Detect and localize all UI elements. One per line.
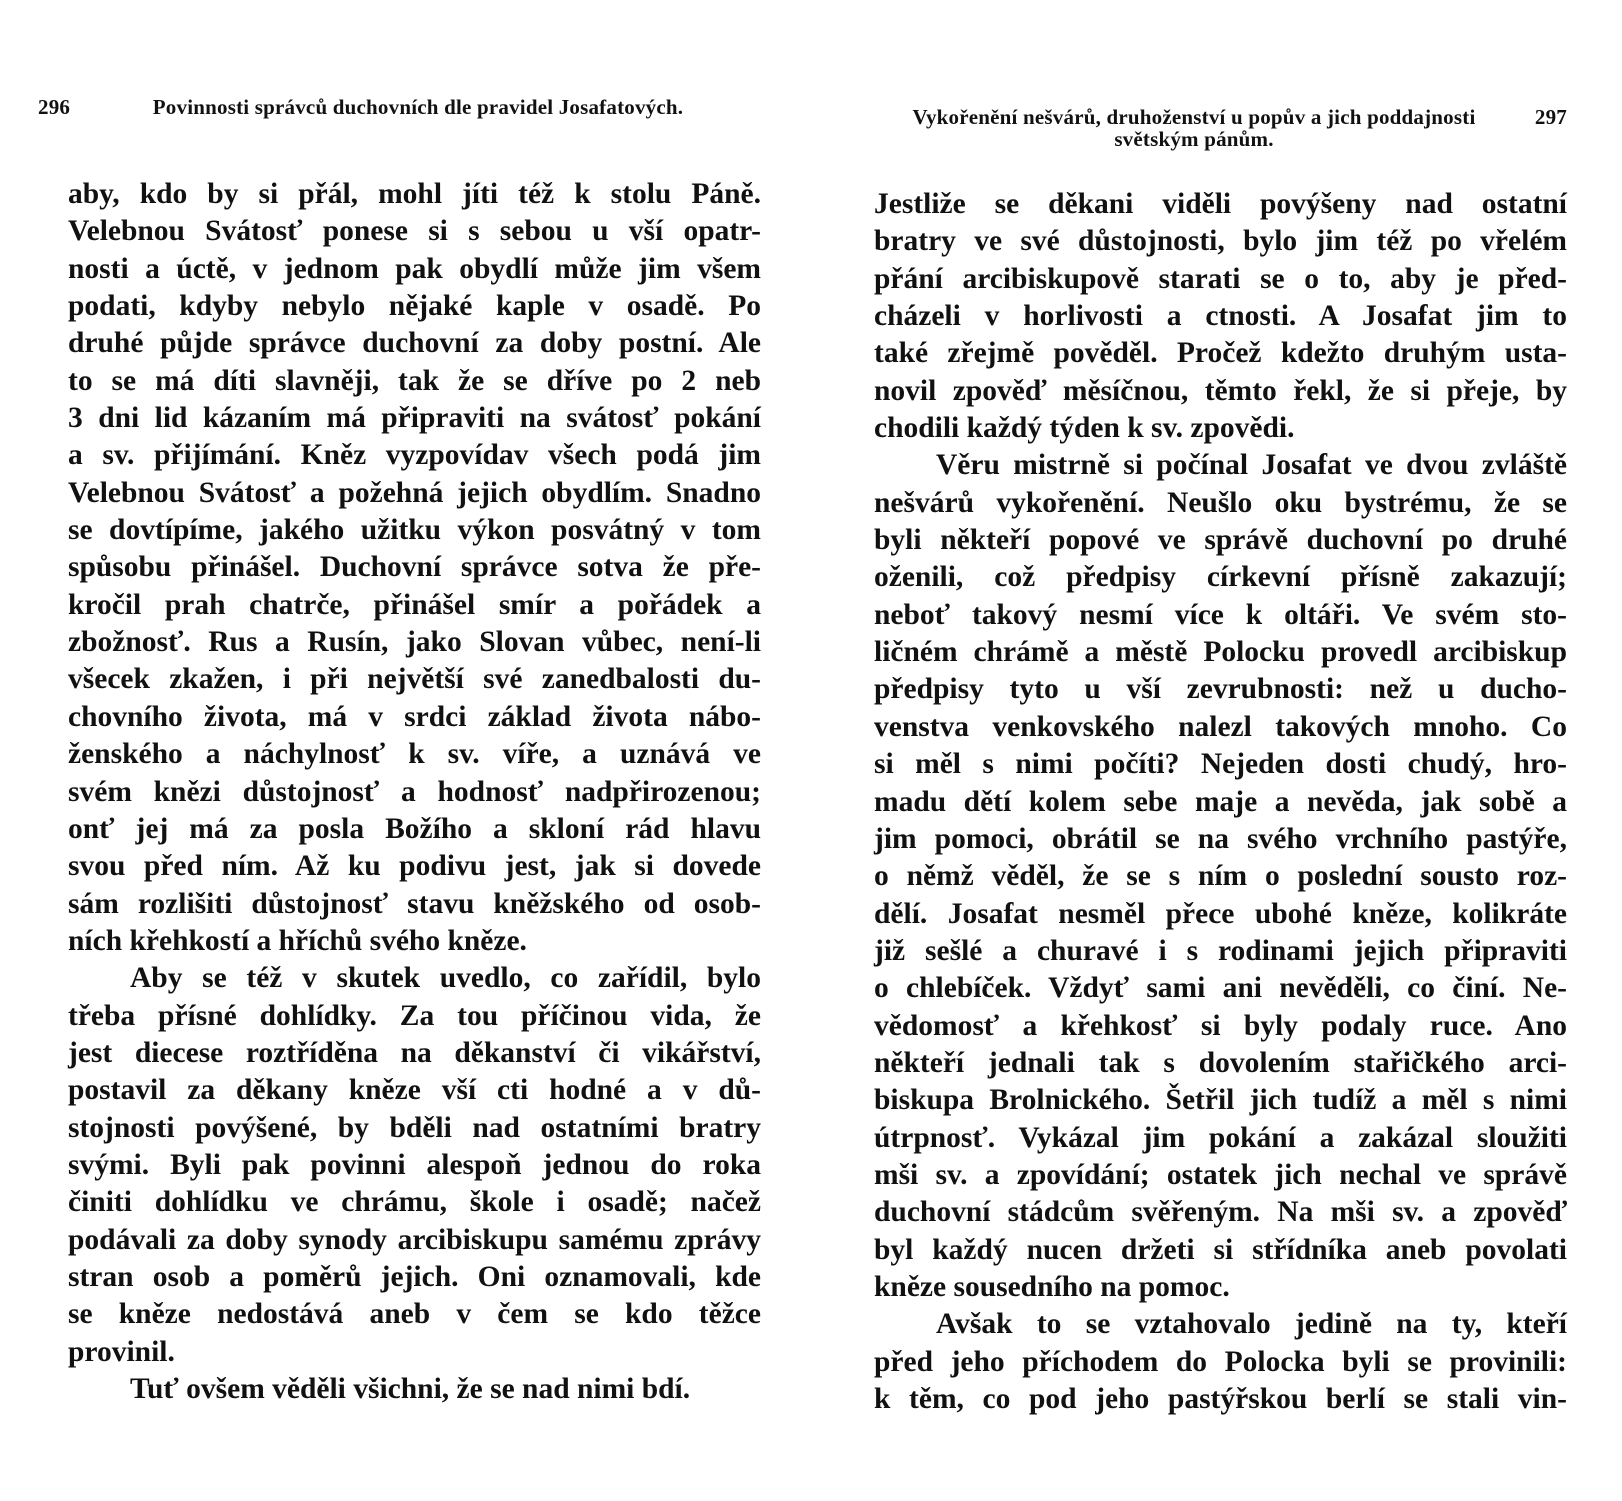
text-line: třeba přísné dohlídky. Za tou příčinou vida, že [68, 999, 761, 1032]
text-line: neboť takový nesmí více k oltáři. Ve svém sto- [874, 598, 1567, 631]
text-line: svou před ním. Až ku podivu jest, jak si dovede [68, 850, 761, 883]
text-line: útrpnosť. Vykázal jim pokání a zakázal sloužiti [874, 1121, 1567, 1154]
right-page-header [874, 106, 1567, 150]
text-line: oženili, což předpisy církevní přísně zakazují; [874, 561, 1567, 594]
text-line: ličném chrámě a městě Polocku provedl arcibiskup [874, 636, 1567, 669]
text-line: o chlebíček. Vždyť sami ani nevěděli, co činí. Ne- [874, 972, 1567, 1005]
left-page-body [68, 176, 761, 1408]
text-line: stran osob a poměrů jejich. Oni oznamovali, kde [68, 1260, 761, 1293]
text-line: jest diecese roztříděna na děkanství či vikářství, [68, 1036, 761, 1069]
text-line: o němž věděl, že se s ním o poslední sousto roz- [874, 860, 1567, 893]
text-line: bratry ve své důstojnosti, bylo jim též po vřelém [874, 225, 1567, 258]
text-line: druhé půjde správce duchovní za doby postní. Ale [68, 327, 761, 360]
text-line: také zřejmě pověděl. Pročež kdežto druhým usta- [874, 337, 1567, 370]
text-line: kněze sousedního na pomoc. [874, 1270, 1230, 1303]
text-line: byli někteří popové ve správě duchovní po druhé [874, 524, 1567, 557]
text-line: k těm, co pod jeho pastýřskou berlí se stali vin- [874, 1383, 1567, 1415]
text-line: již sešlé a churavé i s rodinami jejich připraviti [874, 934, 1567, 967]
text-line: novil zpověď měsíčnou, těmto řekl, že si přeje, by [874, 374, 1567, 407]
text-line: 3 dni lid kázaním má připraviti na svátosť pokání [68, 402, 761, 435]
text-line: podávali za doby synody arcibiskupu samému zprávy [68, 1223, 761, 1256]
text-line: někteří jednali tak s dovolením stařičkého arci- [874, 1046, 1567, 1079]
text-line: chodili každý týden k sv. zpovědi. [874, 412, 1295, 445]
text-line: Jestliže se děkani viděli povýšeny nad ostatní [874, 188, 1567, 220]
left-running-title: Povinnosti správců duchovních dle pravidel Josafatových. [152, 95, 684, 119]
text-line: přání arcibiskupově starati se o to, aby je před- [874, 262, 1567, 295]
left-page-number: 296 [38, 95, 71, 119]
text-line: si měl s nimi počíti? Nejeden dosti chudý, hro- [874, 748, 1567, 781]
text-line: Velebnou Svátosť a požehná jejich obydlím. Snadno [68, 476, 761, 509]
text-line: kročil prah chatrče, přinášel smír a pořádek a [68, 588, 761, 621]
text-line: spůsobu přinášel. Duchovní správce sotva že pře- [68, 551, 761, 584]
right-page-body [874, 186, 1567, 1418]
text-line: podati, kdyby nebylo nějaké kaple v osadě. Po [68, 290, 761, 323]
text-line: ních křehkostí a hříchů svého kněze. [68, 924, 527, 957]
text-line: postavil za děkany kněze vší cti hodné a v dů- [68, 1074, 761, 1107]
text-line: madu dětí kolem sebe maje a nevěda, jak sobě a [874, 785, 1567, 818]
text-line: chovního života, má v srdci základ života nábo- [68, 700, 761, 733]
left-page-header [38, 95, 761, 119]
text-line: mši sv. a zpovídání; ostatek jich nechal ve správě [874, 1158, 1567, 1191]
text-line: byl každý nucen držeti si střídníka aneb povolati [874, 1233, 1567, 1266]
text-line: cházeli v horlivosti a ctnosti. A Josafat jim to [874, 300, 1567, 333]
right-page-number: 297 [1534, 105, 1567, 129]
text-line: nosti a úctě, v jednom pak obydlí může jim všem [68, 252, 761, 285]
text-line: předpisy tyto u vší zevrubnosti: než u ducho- [874, 673, 1567, 706]
text-line: vědomosť a křehkosť si byly podaly ruce. Ano [874, 1009, 1567, 1042]
text-line: to se má díti slavněji, tak že se dříve po 2 neb [68, 364, 761, 397]
text-line: stojnosti povýšené, by bděli nad ostatními bratry [68, 1111, 761, 1144]
text-line: Věru mistrně si počínal Josafat ve dvou zvláště [936, 449, 1567, 482]
text-line: Aby se též v skutek uvedlo, co zařídil, bylo [130, 962, 761, 995]
text-line: a sv. přijímání. Kněz vyzpovídav všech podá jim [68, 439, 761, 472]
text-line: nešvárů vykořenění. Neušlo oku bystrému, že se [874, 486, 1567, 519]
text-line: dělí. Josafat nesměl přece ubohé kněze, kolikráte [874, 897, 1567, 930]
right-running-title: Vykořenění nešvárů, druhoženství u popův a jich poddajnosti světským pánům. [912, 105, 1476, 151]
text-line: svém knězi důstojnosť a hodnosť nadpřirozenou; [68, 775, 761, 808]
text-line: onť jej má za posla Božího a skloní rád hlavu [68, 812, 761, 845]
text-line: provinil. [68, 1335, 175, 1368]
text-line: sám rozlišiti důstojnosť stavu kněžského od osob- [68, 887, 761, 920]
text-line: Tuť ovšem věděli všichni, že se nad nimi bdí. [130, 1373, 691, 1405]
text-line: se kněze nedostává aneb v čem se kdo těžce [68, 1298, 761, 1331]
text-line: Avšak to se vztahovalo jedině na ty, kteří [936, 1308, 1567, 1341]
text-line: ženského a náchylnosť k sv. víře, a uznává ve [68, 738, 761, 771]
text-line: jim pomoci, obrátil se na svého vrchního pastýře, [874, 822, 1567, 855]
text-line: zbožnosť. Rus a Rusín, jako Slovan vůbec, není-li [68, 626, 761, 659]
text-line: se dovtípíme, jakého užitku výkon posvátný v tom [68, 514, 761, 547]
text-line: biskupa Brolnického. Šetřil jich tudíž a měl s nimi [874, 1084, 1567, 1117]
text-line: Velebnou Svátosť ponese si s sebou u vší opatr- [68, 215, 761, 248]
text-line: svými. Byli pak povinni alespoň jednou do roka [68, 1148, 761, 1181]
text-line: venstva venkovského nalezl takových mnoho. Co [874, 710, 1567, 743]
text-line: duchovní stádcům svěřeným. Na mši sv. a zpověď [874, 1196, 1567, 1229]
text-line: činiti dohlídku ve chrámu, škole i osadě; načež [68, 1186, 761, 1219]
text-line: všecek zkažen, i při největší své zanedbalosti du- [68, 663, 761, 696]
text-line: před jeho příchodem do Polocka byli se provinili: [874, 1345, 1567, 1378]
text-line: aby, kdo by si přál, mohl jíti též k stolu Páně. [68, 178, 761, 210]
